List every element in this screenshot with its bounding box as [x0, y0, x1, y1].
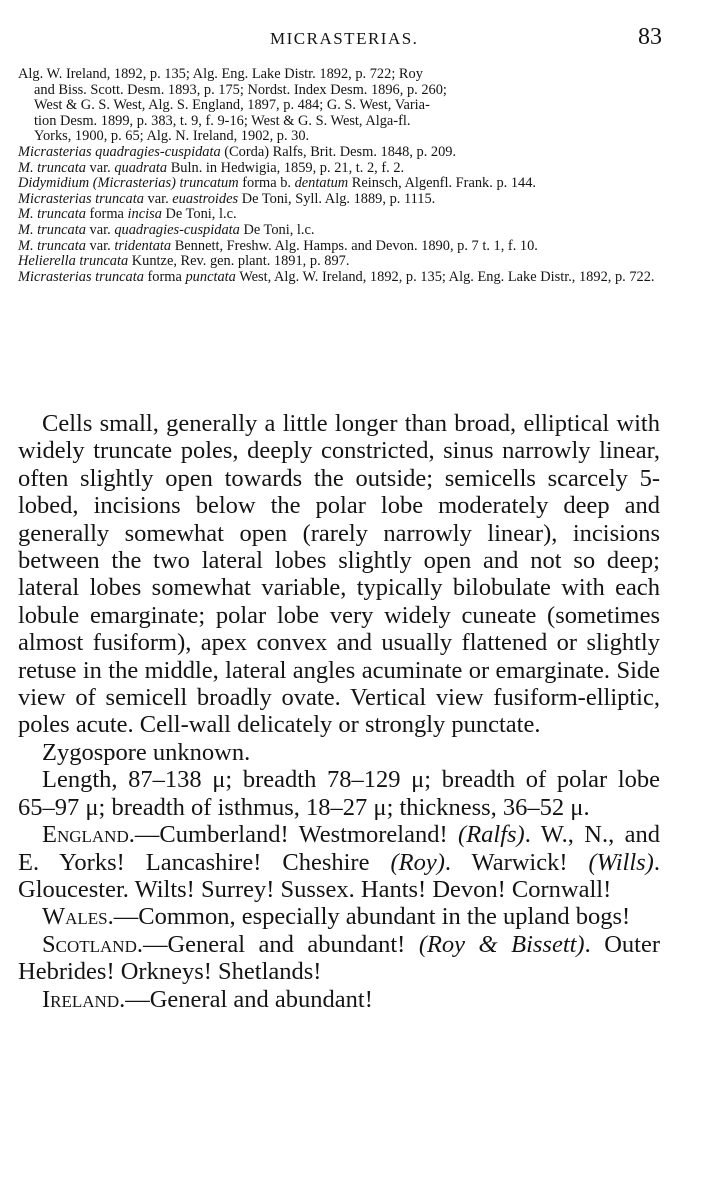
rank: var.	[143, 190, 173, 207]
synonymy-line: Alg. W. Ireland, 1892, p. 135; Alg. Eng. Lake Distr. 1892, p. 722; Roy	[18, 66, 423, 82]
distribution-wales	[18, 903, 660, 930]
citation: De Toni, l.c.	[161, 206, 237, 223]
dimensions-paragraph: Length, 87–138 μ; breadth 78–129 μ; breadth of polar lobe 65–97 μ; breadth of isthmus, 18–27 μ; thickness, 36–52 μ.	[18, 766, 660, 821]
citation: Buln. in Hedwigia, 1859, p. 21, t. 2, f. 2.	[167, 159, 405, 176]
synonymy-list	[18, 67, 664, 285]
taxon-name: Micrasterias truncata	[18, 190, 144, 207]
taxon-name: M. truncata	[18, 159, 86, 176]
rank: forma	[143, 268, 186, 285]
citation: De Toni, Syll. Alg. 1889, p. 1115.	[238, 190, 436, 207]
infraspecific-name: punctata	[185, 268, 236, 285]
collector: (Roy & Bissett)	[418, 930, 585, 958]
page-number: 83	[638, 24, 662, 50]
synonymy-entry	[18, 161, 664, 177]
citation: Kuntze, Rev. gen. plant. 1891, p. 897.	[128, 253, 350, 270]
taxon-name: Micrasterias truncata	[18, 268, 144, 285]
synonymy-entry	[18, 145, 664, 161]
infraspecific-name: quadragies-cuspidata	[114, 221, 240, 238]
rank: var.	[85, 237, 115, 254]
citation: (Corda) Ralfs, Brit. Desm. 1848, p. 209.	[220, 143, 457, 160]
taxon-name: Helierella truncata	[18, 253, 129, 270]
synonymy-entry	[18, 176, 664, 192]
collector: (Roy)	[390, 848, 445, 876]
localities: . Warwick!	[444, 848, 589, 876]
infraspecific-name: euastroides	[172, 190, 239, 207]
localities: —General and abundant!	[142, 930, 419, 958]
citation: Bennett, Freshw. Alg. Hamps. and Devon. 1890, p. 7 t. 1, f. 10.	[171, 237, 538, 254]
localities: —Cumberland! Westmoreland!	[134, 821, 459, 849]
synonymy-line: and Biss. Scott. Desm. 1893, p. 175; Nordst. Index Desm. 1896, p. 260;	[34, 81, 447, 98]
region-label: Scotland.	[42, 930, 143, 958]
infraspecific-name: tridentata	[114, 237, 172, 254]
citation: West, Alg. W. Ireland, 1892, p. 135; Alg. Eng. Lake Distr., 1892, p. 722.	[235, 268, 655, 285]
infraspecific-name: dentatum	[294, 175, 349, 192]
region-label: Wales.	[42, 903, 114, 931]
taxon-name: M. truncata	[18, 221, 86, 238]
species-description	[18, 410, 660, 1013]
rank: var.	[85, 221, 115, 238]
localities: . Outer Hebrides! Orkneys! Shetlands!	[18, 930, 660, 986]
infraspecific-name: incisa	[127, 206, 162, 223]
rank: forma b.	[238, 175, 295, 192]
citation: De Toni, l.c.	[239, 221, 315, 238]
zygospore-note: Zygospore unknown.	[42, 738, 251, 766]
citation: Reinsch, Algenfl. Frank. p. 144.	[348, 175, 537, 192]
running-title: MICRASTERIAS.	[270, 29, 419, 48]
synonymy-line: tion Desm. 1899, p. 383, t. 9, f. 9-16; West & G. S. West, Alga-fl.	[34, 112, 411, 129]
synonymy-entry	[18, 254, 664, 270]
localities: —Common, especially abundant in the upland bogs!	[113, 903, 631, 931]
collector: (Ralfs)	[458, 821, 525, 849]
localities: —General and abundant!	[125, 985, 373, 1013]
collector: (Wills)	[588, 848, 654, 876]
synonymy-entry	[18, 239, 664, 255]
distribution-ireland	[18, 986, 660, 1013]
localities: . Gloucester. Wilts! Surrey! Sussex. Hants! Devon! Cornwall!	[18, 848, 660, 903]
synonymy-entry-continued	[18, 67, 664, 145]
synonymy-line: West & G. S. West, Alg. S. England, 1897, p. 484; G. S. West, Varia-	[34, 97, 430, 114]
rank: var.	[85, 159, 115, 176]
taxon-name: Didymidium (Micrasterias) truncatum	[18, 175, 239, 192]
synonymy-entry	[18, 223, 664, 239]
taxon-name: Micrasterias quadragies-cuspidata	[18, 143, 221, 160]
taxon-name: M. truncata	[18, 237, 86, 254]
synonymy-entry	[18, 207, 664, 223]
infraspecific-name: quadrata	[114, 159, 168, 176]
region-label: England.	[42, 821, 135, 849]
distribution-scotland	[18, 931, 660, 986]
running-head	[0, 24, 712, 54]
description-paragraph: Cells small, generally a little longer than broad, elliptical with widely truncate poles, deeply constricted, sinus narrowly linear, often slightly open towards the outside; semicells scarcely 5-lobed, incisions below the polar lobe moderately deep and generally somewhat open (rarely narrowly linear), incisions between the two lateral lobes slightly open and not so deep; lateral lobes somewhat variable, typically bilobulate with each lobule emarginate; polar lobe very widely cuneate (sometimes almost fusiform), apex convex and usually flattened or slightly retuse in the middle, lateral angles acuminate or emarginate. Side view of semicell broadly ovate. Vertical view fusiform-elliptic, poles acute. Cell-wall delicately or strongly punctate.	[18, 410, 660, 739]
taxon-name: M. truncata	[18, 206, 86, 223]
region-label: Ireland.	[42, 985, 126, 1013]
rank: forma	[85, 206, 128, 223]
synonymy-line: Yorks, 1900, p. 65; Alg. N. Ireland, 1902, p. 30.	[34, 128, 310, 145]
synonymy-entry	[18, 192, 664, 208]
distribution-england	[18, 821, 660, 903]
localities: . W., N., and E. Yorks! Lancashire! Cheshire	[18, 821, 661, 876]
synonymy-entry	[18, 270, 664, 286]
